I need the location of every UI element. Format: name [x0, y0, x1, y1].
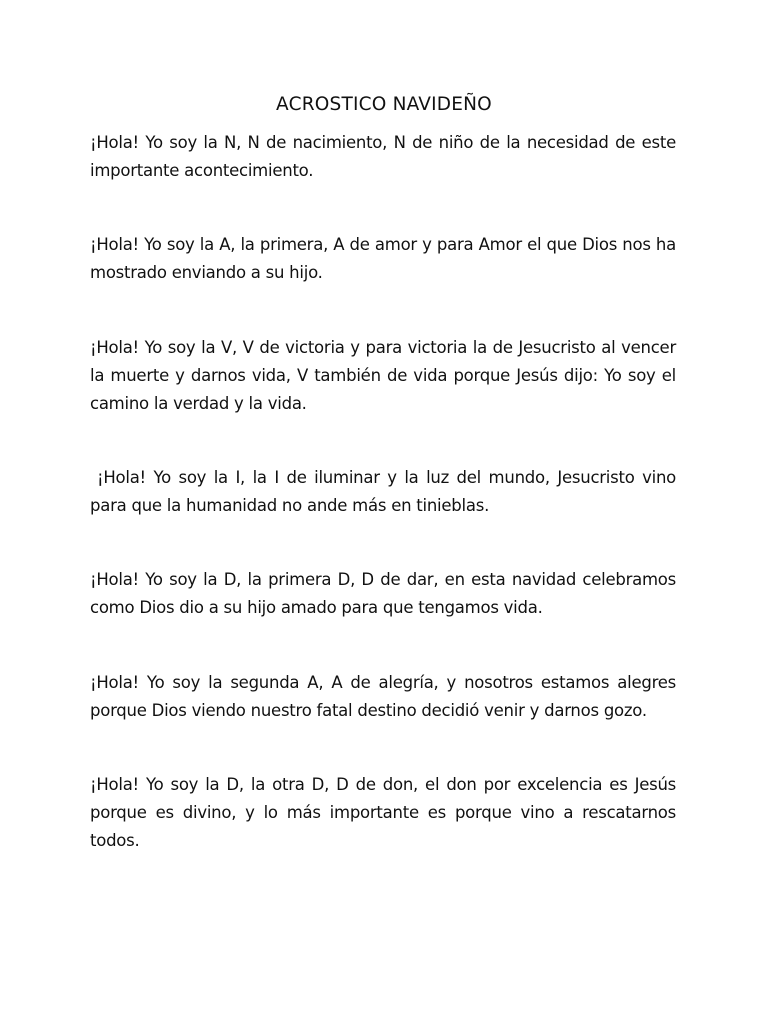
paragraph-v: ¡Hola! Yo soy la V, V de victoria y para victoria la de Jesucristo al vencer la muerte y darnos vida, V también de vida porque Jesús dijo: Yo soy el camino la verdad y la vida.: [90, 338, 676, 413]
paragraph-a: ¡Hola! Yo soy la A, la primera, A de amor y para Amor el que Dios nos ha mostrado enviando a su hijo.: [90, 235, 676, 282]
paragraph-d-first: ¡Hola! Yo soy la D, la primera D, D de dar, en esta navidad celebramos como Dios dio a su hijo amado para que tengamos vida.: [90, 570, 676, 617]
paragraph-d-second: ¡Hola! Yo soy la D, la otra D, D de don, el don por excelencia es Jesús porque es divino, y lo más importante es porque vino a rescatarnos todos.: [90, 775, 676, 850]
paragraph-n: ¡Hola! Yo soy la N, N de nacimiento, N de niño de la necesidad de este importante acontecimiento.: [90, 133, 676, 180]
page-title: ACROSTICO NAVIDEÑO: [276, 94, 492, 115]
paragraph-a-second: ¡Hola! Yo soy la segunda A, A de alegría, y nosotros estamos alegres porque Dios viendo nuestro fatal destino decidió venir y darnos gozo.: [90, 673, 676, 720]
paragraph-i: ¡Hola! Yo soy la I, la I de iluminar y la luz del mundo, Jesucristo vino para que la humanidad no ande más en tinieblas.: [90, 468, 676, 515]
